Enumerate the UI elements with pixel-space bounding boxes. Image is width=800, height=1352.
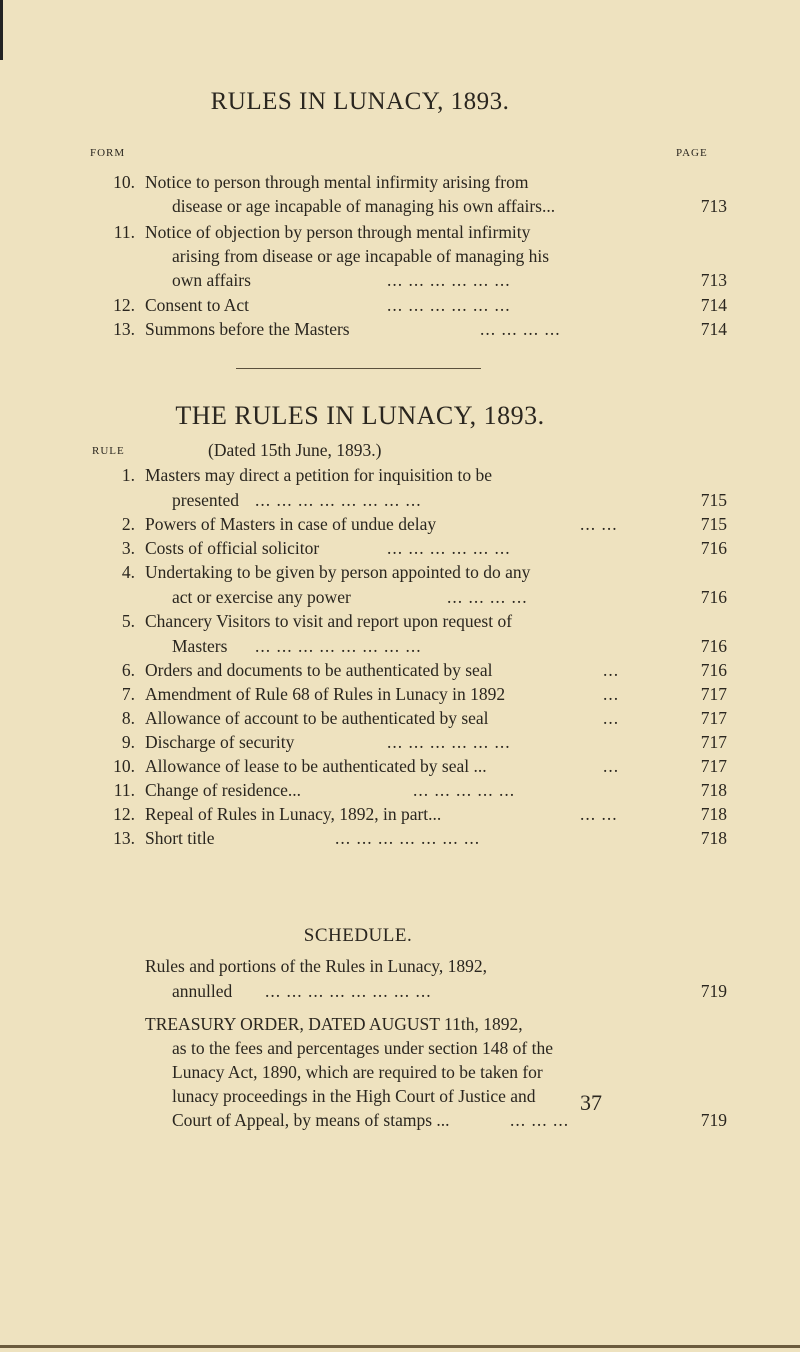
leader-dots: ... ... ... ... ... ... ... ... (255, 490, 422, 510)
leader-dots: ... ... ... ... ... ... ... ... (255, 636, 422, 656)
entry-page: 716 (700, 660, 727, 680)
entry-text: Short title (145, 828, 215, 848)
leader-dots: ... ... ... ... ... ... ... ... (265, 981, 432, 1001)
entry-text: act or exercise any power (172, 587, 351, 607)
entry-text: Summons before the Masters (145, 319, 350, 339)
entry-text: disease or age incapable of managing his own affairs... (172, 196, 556, 216)
entry-number: 10. (113, 172, 135, 192)
leader-dots: ... ... ... ... ... ... (387, 295, 511, 315)
entry-page: 716 (700, 587, 727, 607)
entry-text: Powers of Masters in case of undue delay (145, 514, 437, 534)
page-edge-mark (0, 0, 3, 60)
leader-dots: ... ... ... (510, 1110, 570, 1130)
entry-text: Masters may direct a petition for inquisition to be (145, 465, 493, 485)
entry-number: 2. (121, 514, 135, 534)
section-divider (236, 368, 481, 369)
leader-dots: ... ... (580, 514, 618, 534)
entry-number: 9. (121, 732, 135, 752)
leader-dots: ... ... ... ... ... ... (387, 538, 511, 558)
entry-text: Undertaking to be given by person appointed to do any (145, 562, 531, 582)
entry-number: 5. (121, 611, 135, 631)
leader-dots: ... ... ... ... ... ... ... (335, 828, 481, 848)
entry-page: 716 (700, 538, 727, 558)
leader-dots: ... (603, 660, 620, 680)
rule-column-header: RULE (92, 445, 125, 457)
entry-page: 714 (700, 319, 727, 339)
entry-text: Notice of objection by person through mental infirmity (145, 222, 531, 242)
entry-number: 12. (113, 804, 135, 824)
leader-dots: ... ... (580, 804, 618, 824)
leader-dots: ... ... ... ... (480, 319, 561, 339)
entry-page: 719 (700, 981, 727, 1001)
entry-number: 10. (113, 756, 135, 776)
entry-text: Court of Appeal, by means of stamps ... (172, 1110, 450, 1130)
entry-page: 716 (700, 636, 727, 656)
treasury-title: TREASURY ORDER, DATED AUGUST 11th, 1892, (145, 1014, 523, 1034)
entry-text: annulled (172, 981, 233, 1001)
leader-dots: ... ... ... ... ... ... (387, 270, 511, 290)
entry-text: Amendment of Rule 68 of Rules in Lunacy in 1892 (145, 684, 506, 704)
leader-dots: ... (603, 756, 620, 776)
entry-text: Chancery Visitors to visit and report upon request of (145, 611, 513, 631)
entry-text: Discharge of security (145, 732, 295, 752)
entry-text: arising from disease or age incapable of managing his (172, 246, 550, 266)
form-column-header: FORM (90, 147, 126, 159)
entry-number: 6. (121, 660, 135, 680)
dated-note: (Dated 15th June, 1893.) (208, 440, 382, 460)
entry-page: 718 (700, 780, 727, 800)
entry-text: lunacy proceedings in the High Court of Justice and (172, 1086, 536, 1106)
section-heading: THE RULES IN LUNACY, 1893. (175, 401, 545, 430)
entry-page: 717 (700, 732, 727, 752)
entry-page: 713 (700, 196, 727, 216)
entry-text: Rules and portions of the Rules in Lunacy, 1892, (145, 956, 488, 976)
entry-text: Repeal of Rules in Lunacy, 1892, in part... (145, 804, 442, 824)
page-number: 37 (580, 1090, 602, 1115)
entry-number: 7. (121, 684, 135, 704)
leader-dots: ... (603, 708, 620, 728)
entry-page: 717 (700, 756, 727, 776)
entry-number: 3. (121, 538, 135, 558)
entry-text: Masters (172, 636, 228, 656)
entry-text: Notice to person through mental infirmity arising from (145, 172, 529, 192)
entry-text: Allowance of lease to be authenticated by seal ... (145, 756, 487, 776)
entry-number: 4. (121, 562, 135, 582)
running-head: RULES IN LUNACY, 1893. (210, 88, 510, 115)
entry-text: as to the fees and percentages under section 148 of the (172, 1038, 553, 1058)
entry-page: 713 (700, 270, 727, 290)
entry-page: 715 (700, 514, 727, 534)
entry-page: 717 (700, 684, 727, 704)
entry-text: Change of residence... (145, 780, 301, 800)
entry-number: 1. (121, 465, 135, 485)
entry-text: Allowance of account to be authenticated by seal (145, 708, 489, 728)
leader-dots: ... ... ... ... (447, 587, 528, 607)
entry-page: 714 (700, 295, 727, 315)
entry-text: own affairs (172, 270, 251, 290)
entry-number: 12. (113, 295, 135, 315)
entry-text: Lunacy Act, 1890, which are required to be taken for (172, 1062, 543, 1082)
entry-text: Orders and documents to be authenticated by seal (145, 660, 493, 680)
entry-page: 718 (700, 828, 727, 848)
entry-number: 13. (113, 319, 135, 339)
page-column-header: PAGE (676, 147, 708, 159)
schedule-heading: SCHEDULE. (303, 925, 413, 946)
entry-number: 11. (113, 222, 135, 242)
leader-dots: ... ... ... ... ... (413, 780, 516, 800)
entry-page: 719 (700, 1110, 727, 1130)
entry-text: presented (172, 490, 240, 510)
entry-text: Costs of official solicitor (145, 538, 320, 558)
entry-page: 718 (700, 804, 727, 824)
entry-text: Consent to Act (145, 295, 250, 315)
entry-number: 8. (121, 708, 135, 728)
entry-page: 715 (700, 490, 727, 510)
entry-page: 717 (700, 708, 727, 728)
leader-dots: ... (603, 684, 620, 704)
entry-number: 11. (113, 780, 135, 800)
entry-number: 13. (113, 828, 135, 848)
leader-dots: ... ... ... ... ... ... (387, 732, 511, 752)
page-bottom-edge (0, 1345, 800, 1348)
